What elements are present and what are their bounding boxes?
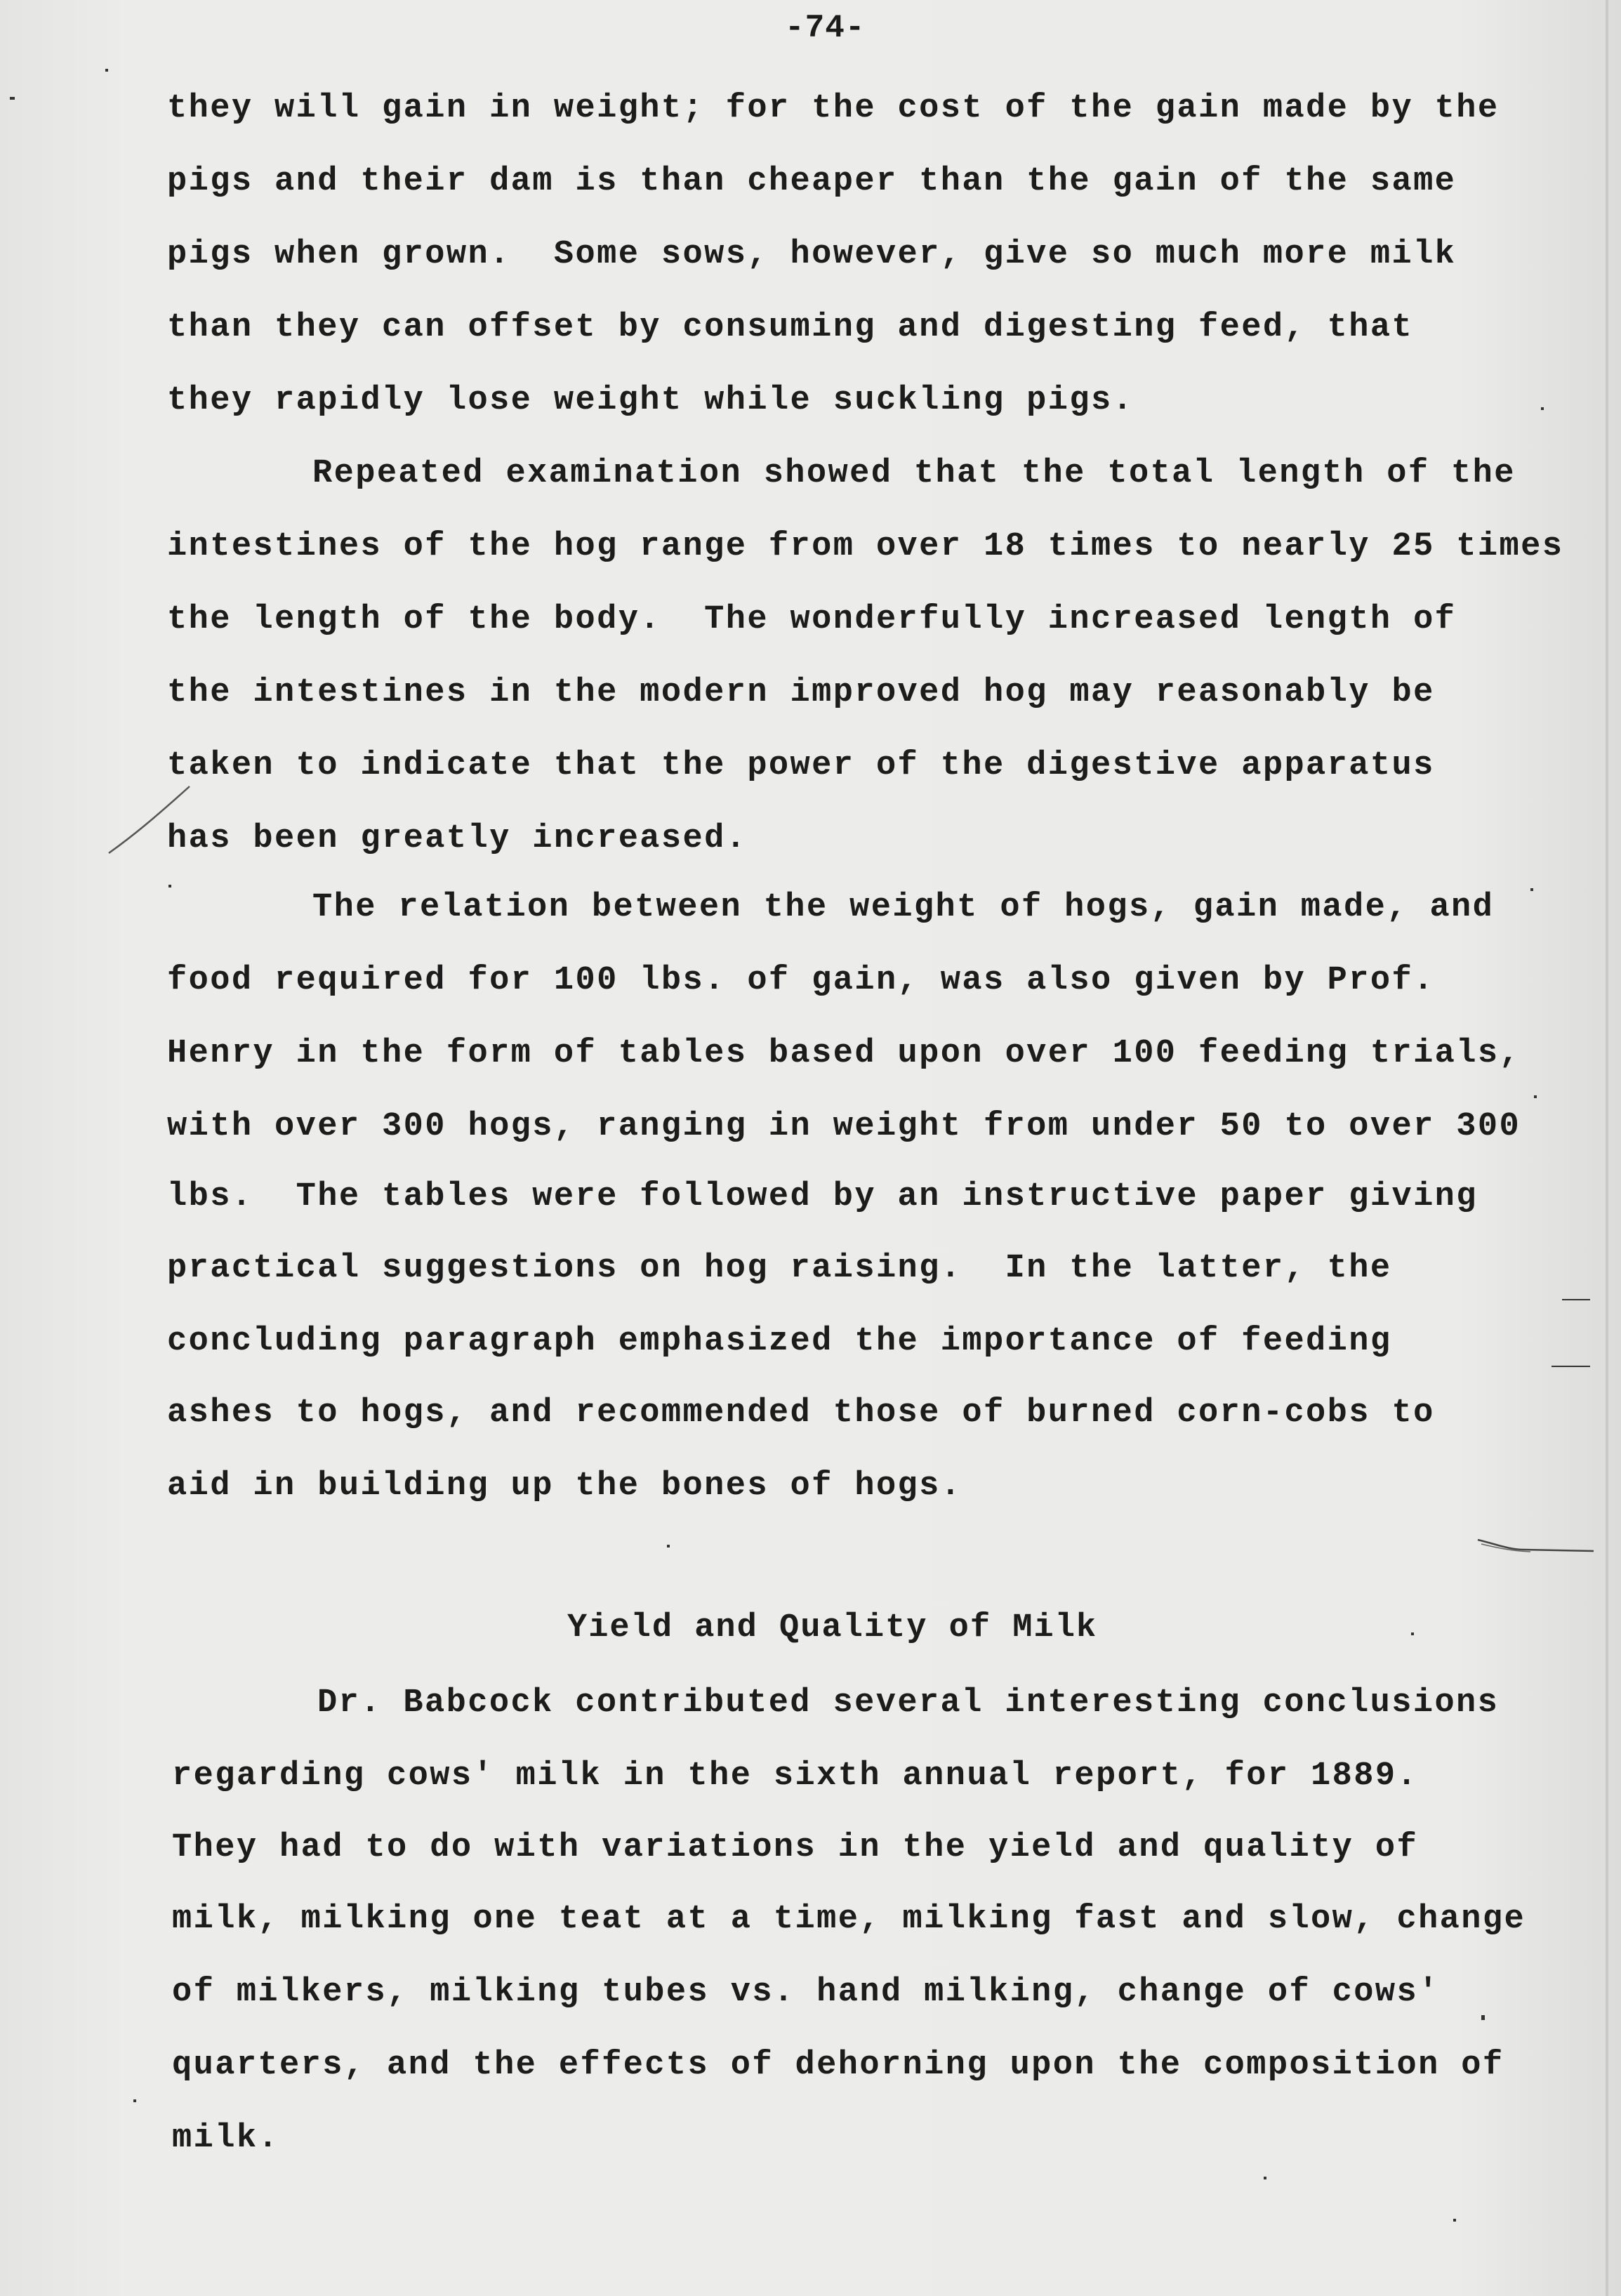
text-line: the length of the body. The wonderfully increased length of — [167, 601, 1457, 638]
text-line: taken to indicate that the power of the digestive apparatus — [167, 747, 1435, 784]
text-line: ashes to hogs, and recommended those of burned corn-cobs to — [167, 1394, 1435, 1432]
text-line: regarding cows' milk in the sixth annual report, for 1889. — [172, 1757, 1419, 1795]
text-line: practical suggestions on hog raising. In the latter, the — [167, 1250, 1392, 1287]
page-number: -74- — [785, 10, 866, 46]
text-line: milk, milking one teat at a time, milking fast and slow, change — [172, 1901, 1526, 1938]
scan-speck — [1534, 1095, 1537, 1098]
text-line: concluding paragraph emphasized the importance of feeding — [167, 1323, 1392, 1360]
scan-speck — [1562, 1299, 1590, 1300]
scan-speck — [1453, 2219, 1456, 2222]
text-line: has been greatly increased. — [167, 820, 748, 857]
text-line: food required for 100 lbs. of gain, was also given by Prof. — [167, 962, 1435, 999]
section-heading: Yield and Quality of Milk — [567, 1609, 1098, 1647]
scan-speck — [1481, 2015, 1485, 2020]
scan-speck — [10, 97, 15, 100]
text-line: pigs and their dam is than cheaper than the gain of the same — [167, 163, 1457, 200]
text-line: pigs when grown. Some sows, however, give so much more milk — [167, 236, 1457, 273]
text-line: They had to do with variations in the yield and quality of — [172, 1829, 1419, 1866]
margin-pencil-mark — [105, 779, 197, 857]
text-line: Repeated examination showed that the total length of the — [312, 455, 1516, 492]
text-line: intestines of the hog range from over 18 times to nearly 25 times — [167, 528, 1564, 565]
text-line: milk. — [172, 2120, 280, 2157]
text-line: Henry in the form of tables based upon over 100 feeding trials, — [167, 1035, 1521, 1072]
scan-speck — [1541, 407, 1544, 410]
scan-speck — [1530, 888, 1533, 891]
text-line: the intestines in the modern improved hog may reasonably be — [167, 674, 1435, 711]
text-line: they rapidly lose weight while suckling pigs. — [167, 382, 1134, 419]
text-line: they will gain in weight; for the cost of the gain made by the — [167, 90, 1500, 127]
scan-speck — [133, 2099, 136, 2102]
page-edge-shadow — [1606, 0, 1608, 2296]
text-line: quarters, and the effects of dehorning upon the composition of — [172, 2047, 1504, 2084]
scan-speck — [105, 69, 108, 72]
scan-speck — [1411, 1632, 1414, 1635]
scan-speck — [1551, 1366, 1590, 1367]
text-line: Dr. Babcock contributed several interesting conclusions — [317, 1684, 1500, 1722]
text-line: lbs. The tables were followed by an instructive paper giving — [167, 1178, 1478, 1215]
text-line: of milkers, milking tubes vs. hand milking, change of cows' — [172, 1974, 1440, 2011]
margin-pencil-mark-right — [1474, 1534, 1601, 1562]
text-line: than they can offset by consuming and digesting feed, that — [167, 309, 1414, 346]
text-line: with over 300 hogs, ranging in weight from under 50 to over 300 — [167, 1108, 1521, 1145]
text-line: aid in building up the bones of hogs. — [167, 1467, 962, 1505]
scan-speck — [1264, 2177, 1266, 2179]
scan-speck — [667, 1545, 670, 1548]
text-line: The relation between the weight of hogs, gain made, and — [312, 889, 1495, 926]
scan-speck — [168, 885, 171, 888]
